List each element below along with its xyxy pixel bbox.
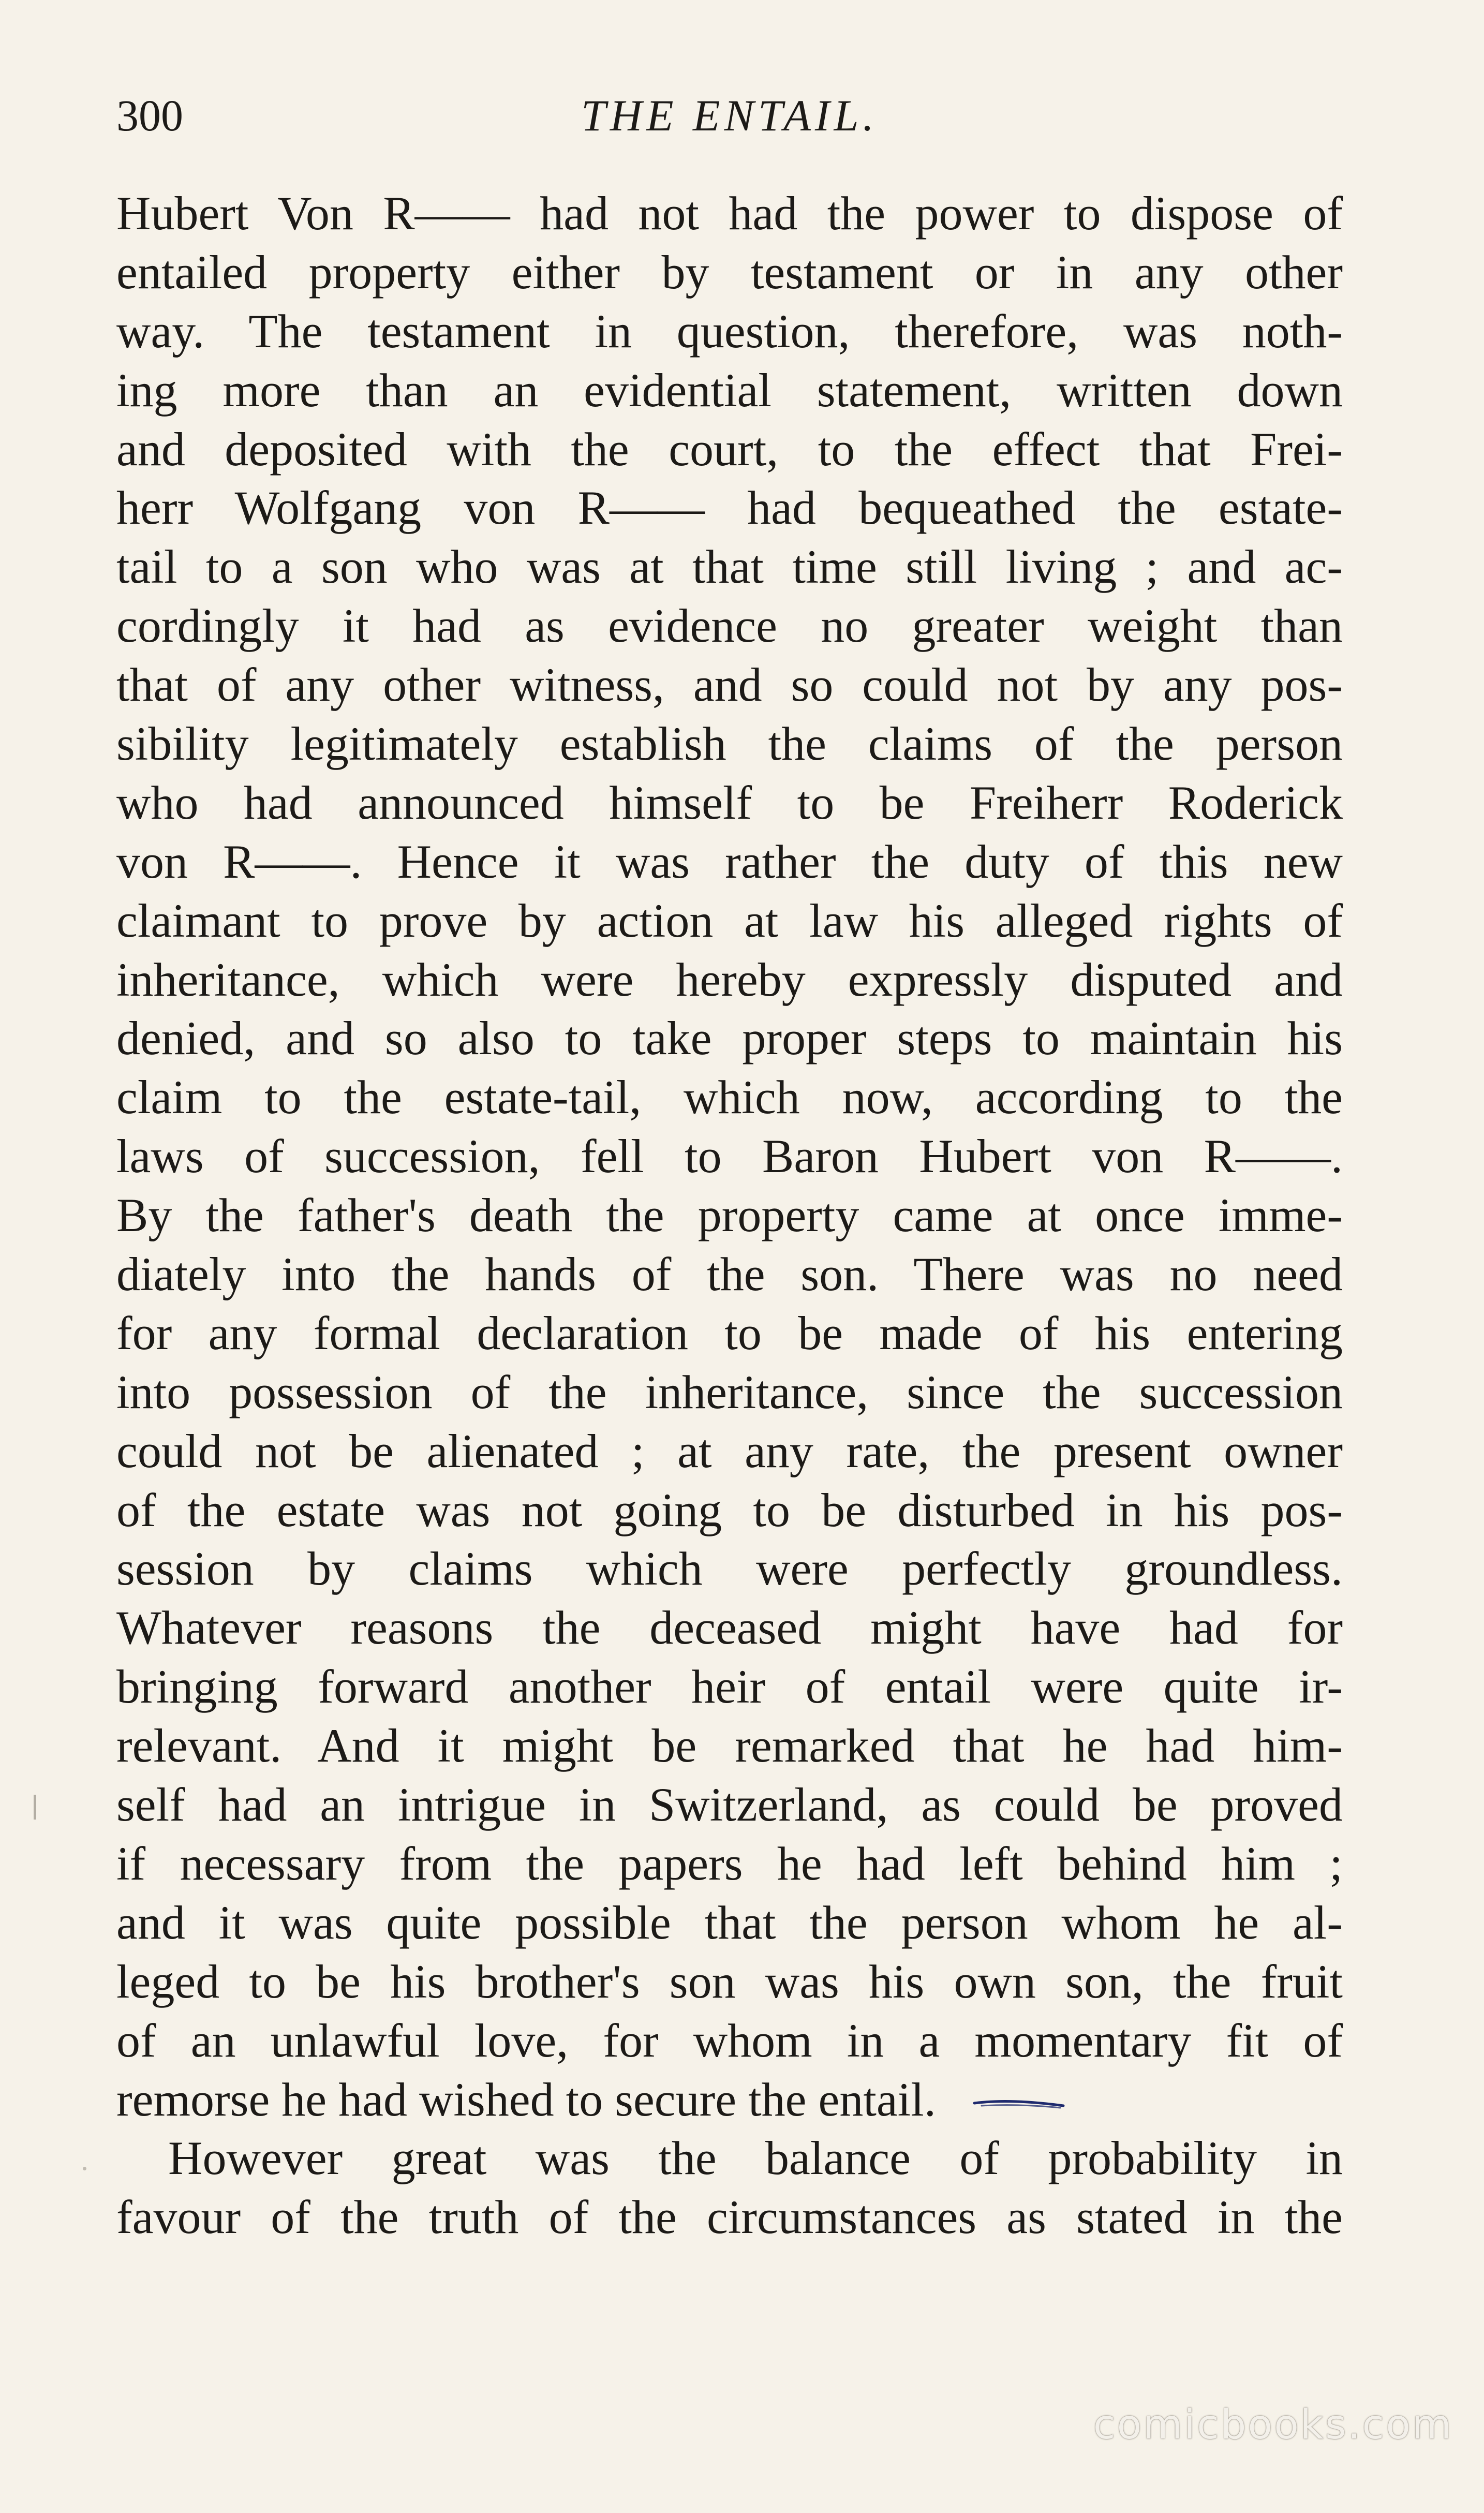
text-line: tail to a son who was at that time still living ; and ac-: [116, 540, 1343, 594]
text-line: who had announced himself to be Freiherr Roderick: [116, 776, 1343, 829]
page-number: 300: [116, 91, 183, 140]
text-line: inheritance, which were hereby expressly disputed and: [116, 953, 1343, 1006]
pen-mark-icon: [972, 2098, 1065, 2110]
text-line: self had an intrigue in Switzerland, as could be proved: [116, 1778, 1343, 1831]
text-line: diately into the hands of the son. There was no need: [116, 1248, 1343, 1301]
text-line: of the estate was not going to be disturbed in his pos-: [116, 1483, 1343, 1536]
text-line: session by claims which were perfectly groundless.: [116, 1542, 1343, 1595]
text-line: ing more than an evidential statement, written down: [116, 363, 1343, 417]
running-title: THE ENTAIL.: [581, 91, 878, 140]
page-header: [116, 87, 1343, 144]
paragraph-end-line: [116, 2071, 1343, 2130]
text-line: herr Wolfgang von R—— had bequeathed the estate-: [116, 481, 1343, 535]
text-line: Hubert Von R—— had not had the power to dispose of: [116, 187, 1343, 240]
watermark: comicbooks.com: [1093, 2402, 1453, 2448]
text-line: claimant to prove by action at law his alleged rights of: [116, 894, 1343, 947]
text-line: and deposited with the court, to the effect that Frei-: [116, 422, 1343, 476]
text-line: von R——. Hence it was rather the duty of this new: [116, 835, 1343, 888]
text-line: entailed property either by testament or in any other: [116, 245, 1343, 299]
text-line: sibility legitimately establish the claims of the person: [116, 717, 1343, 771]
text-line: way. The testament in question, therefore, was noth-: [116, 304, 1343, 358]
body-text: [116, 184, 1343, 2247]
text-line: claim to the estate-tail, which now, according to the: [116, 1071, 1343, 1124]
text-line: for any formal declaration to be made of his entering: [116, 1306, 1343, 1359]
margin-mark: [34, 1795, 36, 1820]
text-line: cordingly it had as evidence no greater weight than: [116, 599, 1343, 653]
text-line: could not be alienated ; at any rate, the present owner: [116, 1424, 1343, 1477]
text-line: that of any other witness, and so could not by any pos-: [116, 658, 1343, 712]
text-line: remorse he had wished to secure the entail.: [116, 2073, 936, 2126]
text-line: into possession of the inheritance, since the succession: [116, 1365, 1343, 1418]
text-line: laws of succession, fell to Baron Hubert von R——.: [116, 1130, 1343, 1183]
text-line: of an unlawful love, for whom in a momentary fit of: [116, 2014, 1343, 2067]
text-line: denied, and so also to take proper steps to maintain his: [116, 1012, 1343, 1065]
text-line: if necessary from the papers he had left behind him ;: [116, 1837, 1343, 1890]
text-line: Whatever reasons the deceased might have had for: [116, 1601, 1343, 1654]
text-line: and it was quite possible that the person whom he al-: [116, 1896, 1343, 1949]
text-line: favour of the truth of the circumstances as stated in the: [116, 2191, 1343, 2244]
text-line: bringing forward another heir of entail were quite ir-: [116, 1660, 1343, 1713]
text-line: By the father's death the property came at once imme-: [116, 1189, 1343, 1242]
text-line: leged to be his brother's son was his own son, the fruit: [116, 1955, 1343, 2008]
text-line: However great was the balance of probability in: [168, 2132, 1343, 2185]
text-line: relevant. And it might be remarked that he had him-: [116, 1719, 1343, 1772]
margin-speck: [83, 2167, 86, 2170]
